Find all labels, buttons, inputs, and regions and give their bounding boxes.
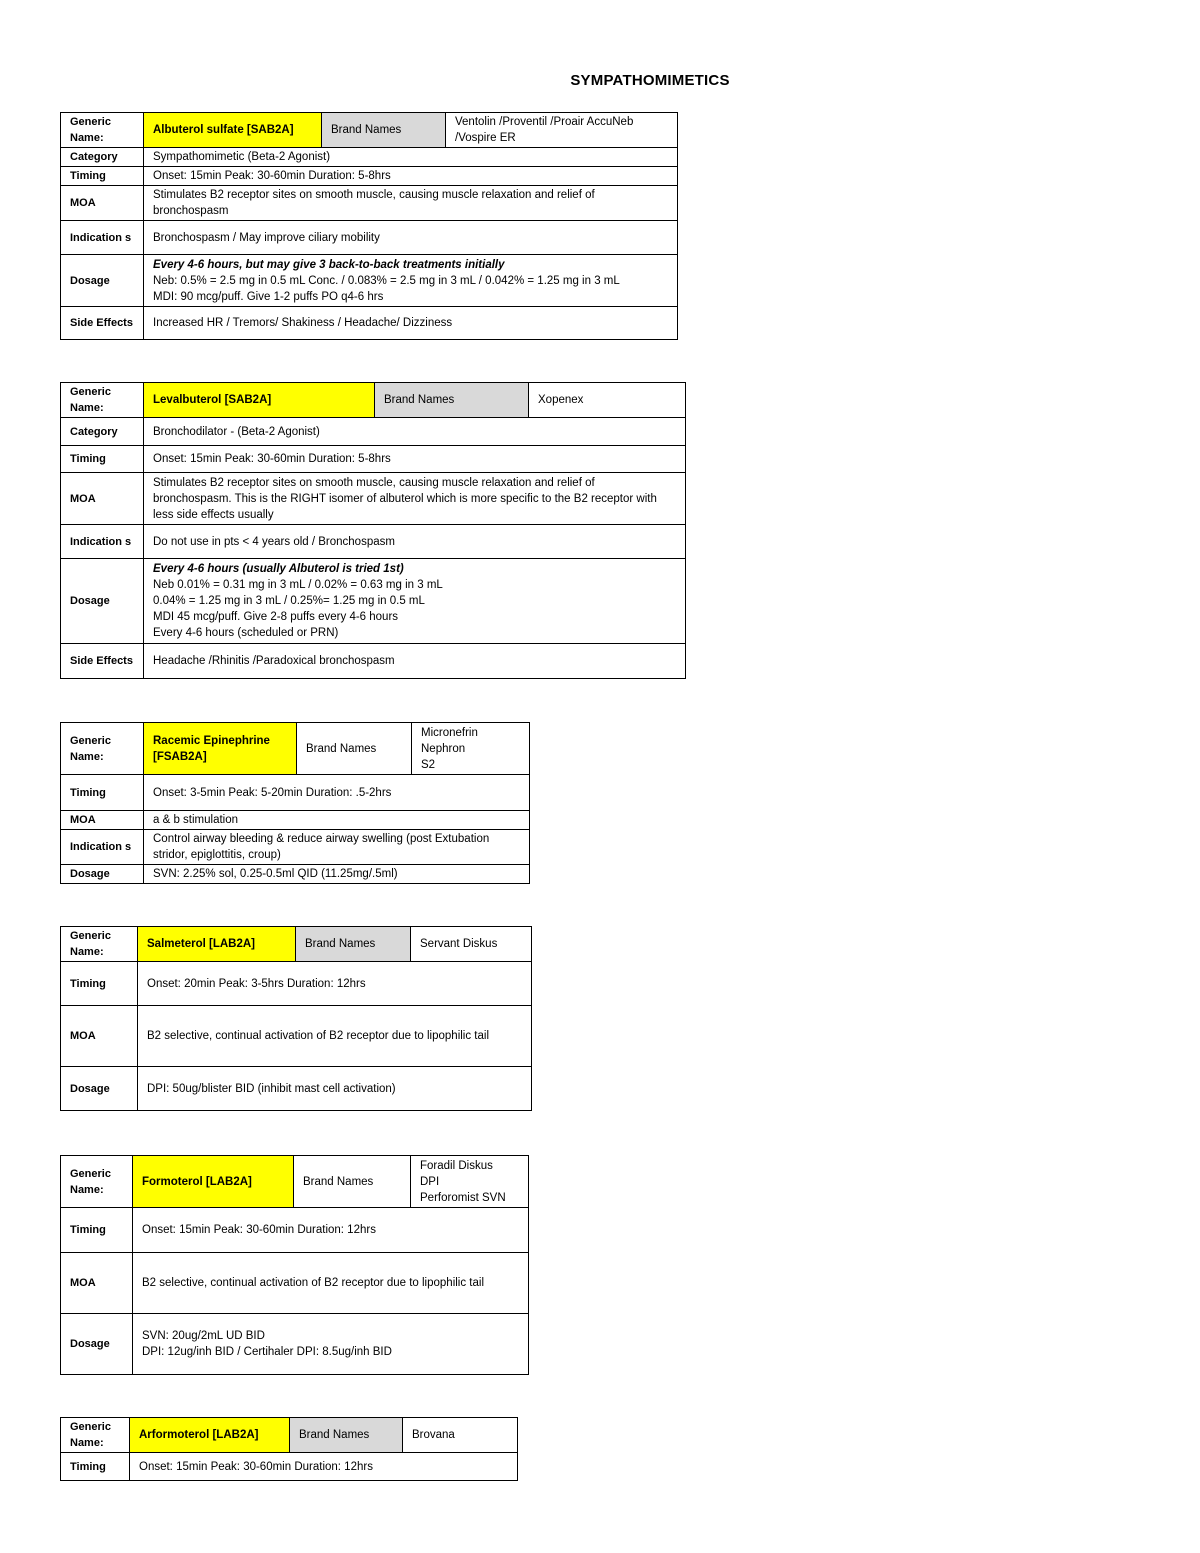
generic-name-value: Racemic Epinephrine [FSAB2A]: [144, 723, 297, 775]
timing-value: Onset: 15min Peak: 30-60min Duration: 12hrs: [130, 1453, 518, 1481]
indications-label: Indication s: [61, 221, 144, 255]
dosage-label: Dosage: [61, 559, 144, 644]
dosage-value: [144, 559, 686, 644]
generic-name-label: Generic Name:: [61, 1156, 133, 1208]
generic-name-label: Generic Name:: [61, 927, 138, 962]
moa-label: MOA: [61, 1006, 138, 1067]
dosage-line: Neb: 0.5% = 2.5 mg in 0.5 mL Conc. / 0.083% = 2.5 mg in 3 mL / 0.042% = 1.25 mg in 3 mL: [153, 274, 620, 287]
indications-label: Indication s: [61, 830, 144, 865]
brand-names-value: Ventolin /Proventil /Proair AccuNeb /Vospire ER: [446, 113, 678, 148]
moa-label: MOA: [61, 186, 144, 221]
dosage-label: Dosage: [61, 865, 144, 884]
timing-label: Timing: [61, 446, 144, 473]
brand-names-value: [411, 1156, 529, 1208]
generic-name-label: Generic Name:: [61, 113, 144, 148]
dosage-label: Dosage: [61, 1314, 133, 1375]
category-label: Category: [61, 148, 144, 167]
drug-table-salmeterol: [60, 926, 532, 1111]
moa-value: a & b stimulation: [144, 811, 530, 830]
brand-line: Foradil Diskus: [420, 1159, 493, 1172]
category-value: Sympathomimetic (Beta-2 Agonist): [144, 148, 678, 167]
timing-label: Timing: [61, 775, 144, 811]
brand-line: DPI: [420, 1175, 440, 1188]
moa-value: Stimulates B2 receptor sites on smooth muscle, causing muscle relaxation and relief of bronchospasm: [144, 186, 678, 221]
brand-names-label: Brand Names: [322, 113, 446, 148]
timing-value: Onset: 3-5min Peak: 5-20min Duration: .5-2hrs: [144, 775, 530, 811]
timing-value: Onset: 20min Peak: 3-5hrs Duration: 12hrs: [138, 962, 532, 1006]
dosage-value: [144, 255, 678, 307]
side-effects-value: Increased HR / Tremors/ Shakiness / Headache/ Dizziness: [144, 307, 678, 340]
drug-table-levalbuterol: [60, 382, 686, 679]
moa-label: MOA: [61, 1253, 133, 1314]
category-value: Bronchodilator - (Beta-2 Agonist): [144, 418, 686, 446]
timing-label: Timing: [61, 1453, 130, 1481]
moa-value: Stimulates B2 receptor sites on smooth muscle, causing muscle relaxation and relief of bronchospasm. This is the RIGHT isomer of albuterol which is more specific to the B2 receptor with less side effects usually: [144, 473, 686, 525]
dosage-line: MDI: 90 mcg/puff. Give 1-2 puffs PO q4-6 hrs: [153, 290, 384, 303]
timing-label: Timing: [61, 962, 138, 1006]
dosage-label: Dosage: [61, 255, 144, 307]
brand-names-value: [412, 723, 530, 775]
drug-table-racemic-epinephrine: [60, 722, 530, 884]
generic-name-value: Levalbuterol [SAB2A]: [144, 383, 375, 418]
brand-names-label: Brand Names: [375, 383, 529, 418]
dosage-value: [133, 1314, 529, 1375]
dosage-label: Dosage: [61, 1067, 138, 1111]
dosage-line: Neb 0.01% = 0.31 mg in 3 mL / 0.02% = 0.63 mg in 3 mL: [153, 579, 443, 591]
brand-names-value: Brovana: [403, 1418, 518, 1453]
brand-line: Nephron: [421, 742, 466, 755]
generic-name-value: Formoterol [LAB2A]: [133, 1156, 294, 1208]
dosage-line: MDI 45 mcg/puff. Give 2-8 puffs every 4-6 hours: [153, 611, 399, 623]
dosage-line: 0.04% = 1.25 mg in 3 mL / 0.25%= 1.25 mg in 0.5 mL: [153, 595, 425, 607]
drug-table-albuterol: [60, 112, 678, 340]
brand-names-label: Brand Names: [290, 1418, 403, 1453]
timing-label: Timing: [61, 167, 144, 186]
generic-name-value: Arformoterol [LAB2A]: [130, 1418, 290, 1453]
dosage-line: Every 4-6 hours (usually Albuterol is tried 1st): [153, 563, 404, 575]
timing-value: Onset: 15min Peak: 30-60min Duration: 12hrs: [133, 1208, 529, 1253]
dosage-line: Every 4-6 hours, but may give 3 back-to-back treatments initially: [153, 258, 505, 271]
dosage-line: Every 4-6 hours (scheduled or PRN): [153, 627, 339, 639]
brand-line: Micronefrin: [421, 726, 478, 739]
indications-value: Do not use in pts < 4 years old / Bronchospasm: [144, 525, 686, 559]
category-label: Category: [61, 418, 144, 446]
generic-name-value: Albuterol sulfate [SAB2A]: [144, 113, 322, 148]
indications-label: Indication s: [61, 525, 144, 559]
dosage-line: SVN: 20ug/2mL UD BID: [142, 1330, 265, 1342]
side-effects-label: Side Effects: [61, 644, 144, 679]
dosage-value: DPI: 50ug/blister BID (inhibit mast cell activation): [138, 1067, 532, 1111]
brand-line: S2: [421, 758, 436, 771]
timing-label: Timing: [61, 1208, 133, 1253]
side-effects-label: Side Effects: [61, 307, 144, 340]
brand-names-value: Servant Diskus: [411, 927, 532, 962]
generic-name-label: Generic Name:: [61, 723, 144, 775]
generic-name-label: Generic Name:: [61, 383, 144, 418]
dosage-value: SVN: 2.25% sol, 0.25-0.5ml QID (11.25mg/.5ml): [144, 865, 530, 884]
indications-value: Control airway bleeding & reduce airway swelling (post Extubation stridor, epiglottitis, croup): [144, 830, 530, 865]
timing-value: Onset: 15min Peak: 30-60min Duration: 5-8hrs: [144, 446, 686, 473]
brand-names-label: Brand Names: [294, 1156, 411, 1208]
brand-names-value: Xopenex: [529, 383, 686, 418]
moa-label: MOA: [61, 811, 144, 830]
indications-value: Bronchospasm / May improve ciliary mobility: [144, 221, 678, 255]
moa-value: B2 selective, continual activation of B2 receptor due to lipophilic tail: [138, 1006, 532, 1067]
timing-value: Onset: 15min Peak: 30-60min Duration: 5-8hrs: [144, 167, 678, 186]
side-effects-value: Headache /Rhinitis /Paradoxical bronchospasm: [144, 644, 686, 679]
moa-value: B2 selective, continual activation of B2 receptor due to lipophilic tail: [133, 1253, 529, 1314]
generic-name-label: Generic Name:: [61, 1418, 130, 1453]
drug-table-formoterol: [60, 1155, 529, 1375]
brand-names-label: Brand Names: [296, 927, 411, 962]
drug-table-arformoterol: [60, 1417, 518, 1481]
moa-label: MOA: [61, 473, 144, 525]
generic-name-value: Salmeterol [LAB2A]: [138, 927, 296, 962]
brand-line: Perforomist SVN: [420, 1191, 506, 1204]
dosage-line: DPI: 12ug/inh BID / Certihaler DPI: 8.5ug/inh BID: [142, 1346, 392, 1358]
page-title: SYMPATHOMIMETICS: [570, 72, 730, 89]
brand-names-label: Brand Names: [297, 723, 412, 775]
